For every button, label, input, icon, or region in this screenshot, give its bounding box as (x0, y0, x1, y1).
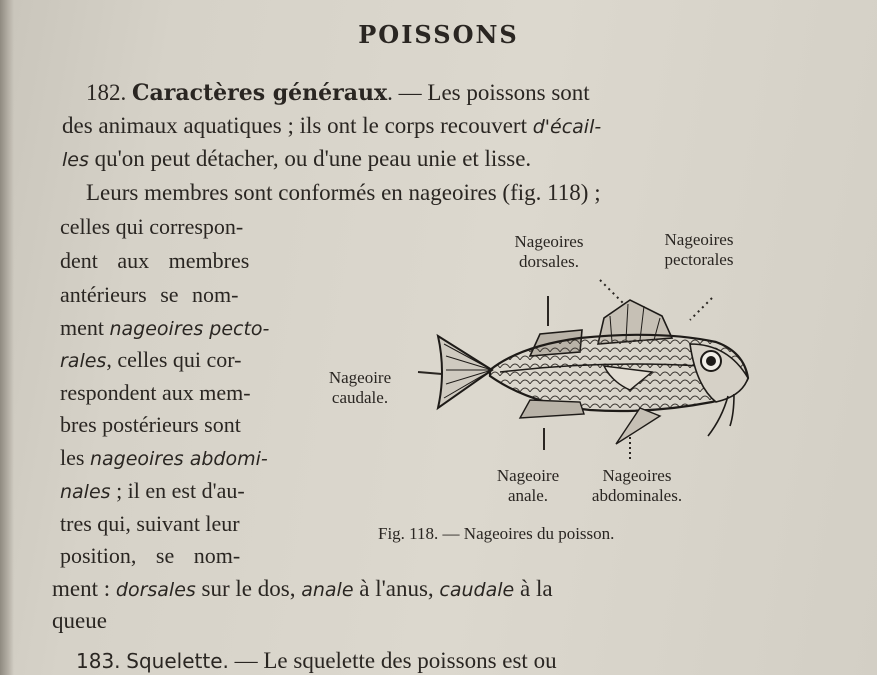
italic-term: anale (301, 579, 354, 601)
italic-term: d'écail- (532, 116, 602, 138)
text-span: à la (514, 576, 553, 601)
label-line: Nageoire (328, 368, 392, 387)
text-span: — Le squelette des poissons est ou (228, 648, 557, 673)
section-number: 183. (76, 649, 121, 673)
column-line-1: celles qui correspon- (60, 214, 244, 239)
label-line: Nageoire (496, 466, 560, 485)
column-line-3: antérieurs se nom- (60, 282, 239, 307)
barbel (730, 394, 734, 426)
column-line-7: bres postérieurs sont (60, 412, 241, 437)
label-line: Nageoires (514, 232, 584, 251)
text-span: des animaux aquatiques ; ils ont le corps recouvert (62, 113, 533, 138)
label-line: dorsales. (519, 252, 579, 271)
italic-term: nageoires pecto- (109, 318, 270, 340)
italic-term: nageoires abdomi- (89, 448, 268, 470)
text-span: les (60, 445, 90, 470)
text-span: Leurs membres sont conformés en nageoires (fig. 118) ; (86, 180, 601, 205)
text-span: qu'on peut détacher, ou d'une peau unie et lisse. (88, 146, 532, 171)
column-line-10: tres qui, suivant leur (60, 511, 240, 536)
label-line: abdominales. (591, 486, 683, 505)
anal-fin-shape (520, 400, 584, 418)
label-line: caudale. (331, 388, 389, 407)
column-line-2: dent aux membres (60, 248, 250, 273)
dorsal2-pointer-line (600, 280, 624, 304)
column-line-6: respondent aux mem- (60, 380, 251, 405)
section-heading: Squelette. (126, 649, 229, 673)
section-182-line-queue: queue (52, 608, 107, 633)
text-span: . — Les poissons sont (387, 80, 590, 105)
abdominal-fin-shape (616, 408, 660, 444)
label-line: pectorales (664, 250, 734, 269)
section-number: 182. (86, 80, 127, 105)
text-span: ; il en est d'au- (110, 478, 245, 503)
column-line-11: position, se nom- (60, 543, 241, 568)
fish-pupil (706, 356, 716, 366)
label-line: Nageoires (664, 230, 734, 249)
italic-term: les (62, 149, 89, 171)
italic-term: caudale (439, 579, 515, 601)
text-span: sur le dos, (195, 576, 302, 601)
text-span: ment : (52, 576, 116, 601)
italic-term: nales (60, 481, 111, 503)
figure-caption: Fig. 118. — Nageoires du poisson. (378, 524, 615, 543)
section-heading: Caractères généraux (132, 80, 388, 106)
text-span: , celles qui cor- (106, 347, 242, 372)
page-title: POISSONS (358, 20, 519, 49)
label-line: anale. (507, 486, 549, 505)
italic-term: dorsales (115, 579, 196, 601)
caudal-pointer-line (418, 372, 442, 374)
pectoral-pointer-line (690, 298, 712, 320)
text-span: à l'anus, (353, 576, 440, 601)
label-line: Nageoires (602, 466, 672, 485)
text-span: ment (60, 315, 110, 340)
italic-term: rales (60, 350, 107, 372)
